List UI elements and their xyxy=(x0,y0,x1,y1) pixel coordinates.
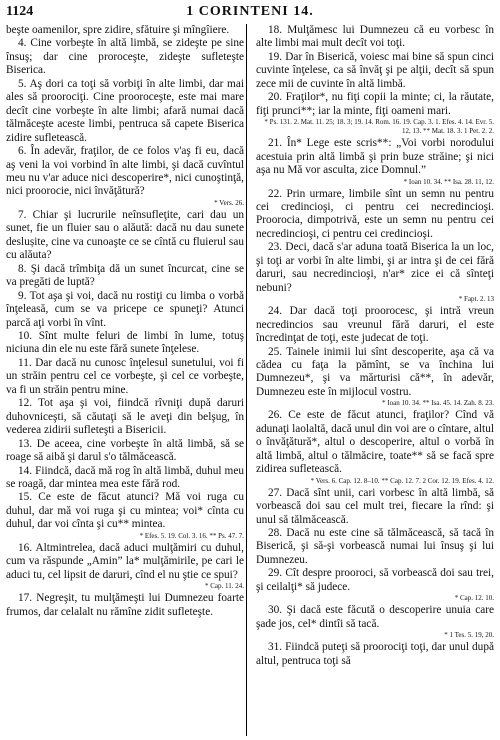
verse-paragraph: 24. Dar dacă toţi proorocesc, şi intră vreun necredincios sau vreunul fără daruri, el este încredinţat de toţi, este judecat de toţi. xyxy=(256,305,494,345)
verse-paragraph: 25. Tainele inimii lui sînt descoperite, aşa că va cădea cu faţa la pămînt, se va închina lui Dumnezeu*, şi va mărturisi că**, în adevăr, Dumnezeu este în mijlocul vostru. xyxy=(256,345,494,398)
verse-paragraph: 16. Altmintrelea, dacă aduci mulţămiri cu duhul, cum va răspunde „Amin” la* mulţămirile, pe cari le aduci tu, cel lipsit de daruri, cînd el nu ştie ce spui? xyxy=(6,541,244,581)
verse-paragraph: 18. Mulţămesc lui Dumnezeu că eu vorbesc în alte limbi mai mult decît voi toţi. xyxy=(256,24,494,50)
column-divider xyxy=(246,24,247,736)
cross-reference: * Efes. 5. 19. Col. 3. 16. ** Ps. 47. 7. xyxy=(139,531,244,540)
right-column xyxy=(256,24,494,736)
cross-reference: * Ps. 131. 2. Mat. 11. 25; 18. 3; 19. 14. Rom. 16. 19. Cap. 3. 1. Efes. 4. 14. Evr. 5. 12, 13. ** Mat. 18. 3. 1 Pet. 2. 2. xyxy=(264,118,494,136)
verse-paragraph: 4. Cine vorbeşte în altă limbă, se zideşte pe sine însuş; dar cine proroceşte, zideşte sufleteşte Biserica. xyxy=(6,37,244,77)
cross-reference: * 1 Tes. 5. 19, 20. xyxy=(444,631,494,640)
verse-paragraph: 20. Fraţilor*, nu fiţi copii la minte; ci, la răutate, fiţi prunci**; iar la minte, fiţi oameni mari. xyxy=(256,91,494,117)
cross-reference: * Ioan 10. 34. ** Isa. 45. 14. Zah. 8. 23. xyxy=(382,399,494,408)
verse-paragraph: 27. Dacă sînt unii, cari vorbesc în altă limbă, să vorbească doi sau cel mult trei, fiecare la rînd: şi unul să tălmăcească. xyxy=(256,486,494,526)
verse-paragraph: 26. Ce este de făcut atunci, fraţilor? Cînd vă adunaţi laolaltă, dacă unul din voi are o cîntare, altul o învăţătură*, altul o descoperire, altul o vorbă în altă limbă, altul o tălmăcire, toate** să se facă spre zidirea sufletească. xyxy=(256,409,494,476)
cross-reference: * Ioan 10. 34. ** Isa. 28. 11, 12. xyxy=(403,177,494,186)
page-header xyxy=(6,4,494,20)
cross-reference: * Fapt. 2. 13 xyxy=(458,295,494,304)
verse-paragraph: 15. Ce este de făcut atunci? Mă voi ruga cu duhul, dar mă voi ruga şi cu mintea; voi* cînta cu duhul, dar voi cînta şi cu** mintea. xyxy=(6,491,244,531)
verse-paragraph: 8. Şi dacă trîmbiţa dă un sunet încurcat, cine se va pregăti de luptă? xyxy=(6,262,244,289)
verse-paragraph: 7. Chiar şi lucrurile neînsufleţite, cari dau un sunet, fie un fluier sau o alăută: dacă nu dau sunete deslușite, cine va cunoaşte ce se cîntă cu fluierul sau cu alăuta? xyxy=(6,208,244,262)
verse-paragraph: 29. Cît despre prooroci, să vorbească doi sau trei, şi ceilalţi* să judece. xyxy=(256,567,494,593)
cross-reference: * Cap. 12. 10. xyxy=(454,594,494,603)
verse-paragraph: 19. Dar în Biserică, voiesc mai bine să spun cinci cuvinte înţelese, ca să învăţ şi pe alţii, decît să spun zece mii de cuvinte în altă limbă. xyxy=(256,50,494,90)
verse-paragraph: 30. Şi dacă este făcută o descoperire unuia care şade jos, cel* dintîi să tacă. xyxy=(256,604,494,630)
cross-reference: * Vers. 26. xyxy=(214,198,244,207)
verse-paragraph: 28. Dacă nu este cine să tălmăcească, să tacă în Biserică, şi să-şi vorbească numai lui însuş şi lui Dumnezeu. xyxy=(256,526,494,566)
verse-paragraph: 22. Prin urmare, limbile sînt un semn nu pentru cei credincioşi, ci pentru cei necredincioşi. Proorocia, dimpotrivă, este un semn nu pentru cei necredincioşi, ci pentru cei credincioşi. xyxy=(256,187,494,240)
verse-paragraph: 10. Sînt multe feluri de limbi în lume, totuş niciuna din ele nu este fără sunete înţelese. xyxy=(6,329,244,356)
verse-paragraph: 31. Fiindcă puteţi să proorociţi toţi, dar unul după altul, pentruca toţi să xyxy=(256,641,494,667)
cross-reference: * Vers. 6. Cap. 12. 8–10. ** Cap. 12. 7. 2 Cor. 12. 19. Efes. 4. 12. xyxy=(310,476,494,485)
book-chapter-title: 1 CORINTENI 14. xyxy=(186,4,314,19)
verse-paragraph: 9. Tot aşa şi voi, dacă nu rostiţi cu limba o vorbă înţeleasă, cum se va pricepe ce spuneţi? Atunci parcă aţi vorbi în vînt. xyxy=(6,289,244,329)
page-number: 1124 xyxy=(6,4,34,19)
verse-paragraph: beşte oamenilor, spre zidire, sfătuire şi mîngîiere. xyxy=(6,24,230,36)
verse-paragraph: 6. În adevăr, fraţilor, de ce folos v'aş fi eu, dacă aş veni la voi vorbind în alte limbi, şi dacă cuvîntul meu nu v'ar aduce nici descoperire*, nici cunoştinţă, nici proorocie, nici învăţătură? xyxy=(6,145,244,198)
verse-paragraph: 13. De aceea, cine vorbeşte în altă limbă, să se roage să aibă şi darul s'o tălmăcească. xyxy=(6,437,244,464)
verse-paragraph: 17. Negreşit, tu mulţămeşti lui Dumnezeu foarte frumos, dar celalalt nu rămîne zidit sufleteşte. xyxy=(6,592,244,618)
left-column xyxy=(6,24,244,736)
verse-paragraph: 5. Aş dori ca toţi să vorbiţi în alte limbi, dar mai ales să proorociţi. Cine prooroceşte, este mai mare decît cine vorbeşte în alte limbi; afară numai dacă tălmăceşte aceste limbi, pentruca să capete Biserica zidire sufletească. xyxy=(6,77,244,144)
cross-reference: * Cap. 11. 24. xyxy=(204,582,244,591)
verse-paragraph: 21. În* Lege este scris**: „Voi vorbi norodului acestuia prin altă limbă şi prin buze străine; şi nici aşa nu Mă vor asculta, zice Domnul.” xyxy=(256,137,494,177)
verse-paragraph: 12. Tot aşa şi voi, fiindcă rîvniţi după daruri duhovniceşti, să căutaţi să le aveţi din belşug, în vederea zidirii sufleteşti a Bisericii. xyxy=(6,397,244,437)
verse-paragraph: 11. Dar dacă nu cunosc înţelesul sunetului, voi fi un străin pentru cel ce vorbeşte, şi cel ce vorbeşte, va fi un străin pentru mine. xyxy=(6,356,244,396)
verse-paragraph: 14. Fiindcă, dacă mă rog în altă limbă, duhul meu se roagă, dar mintea mea este fără rod. xyxy=(6,464,244,490)
verse-paragraph: 23. Deci, dacă s'ar aduna toată Biserica la un loc, şi toţi ar vorbi în alte limbi, şi ar intra şi de cei fără daruri, sau necredincioşi, n'ar* zice ei că sînteţi nebuni? xyxy=(256,241,494,294)
